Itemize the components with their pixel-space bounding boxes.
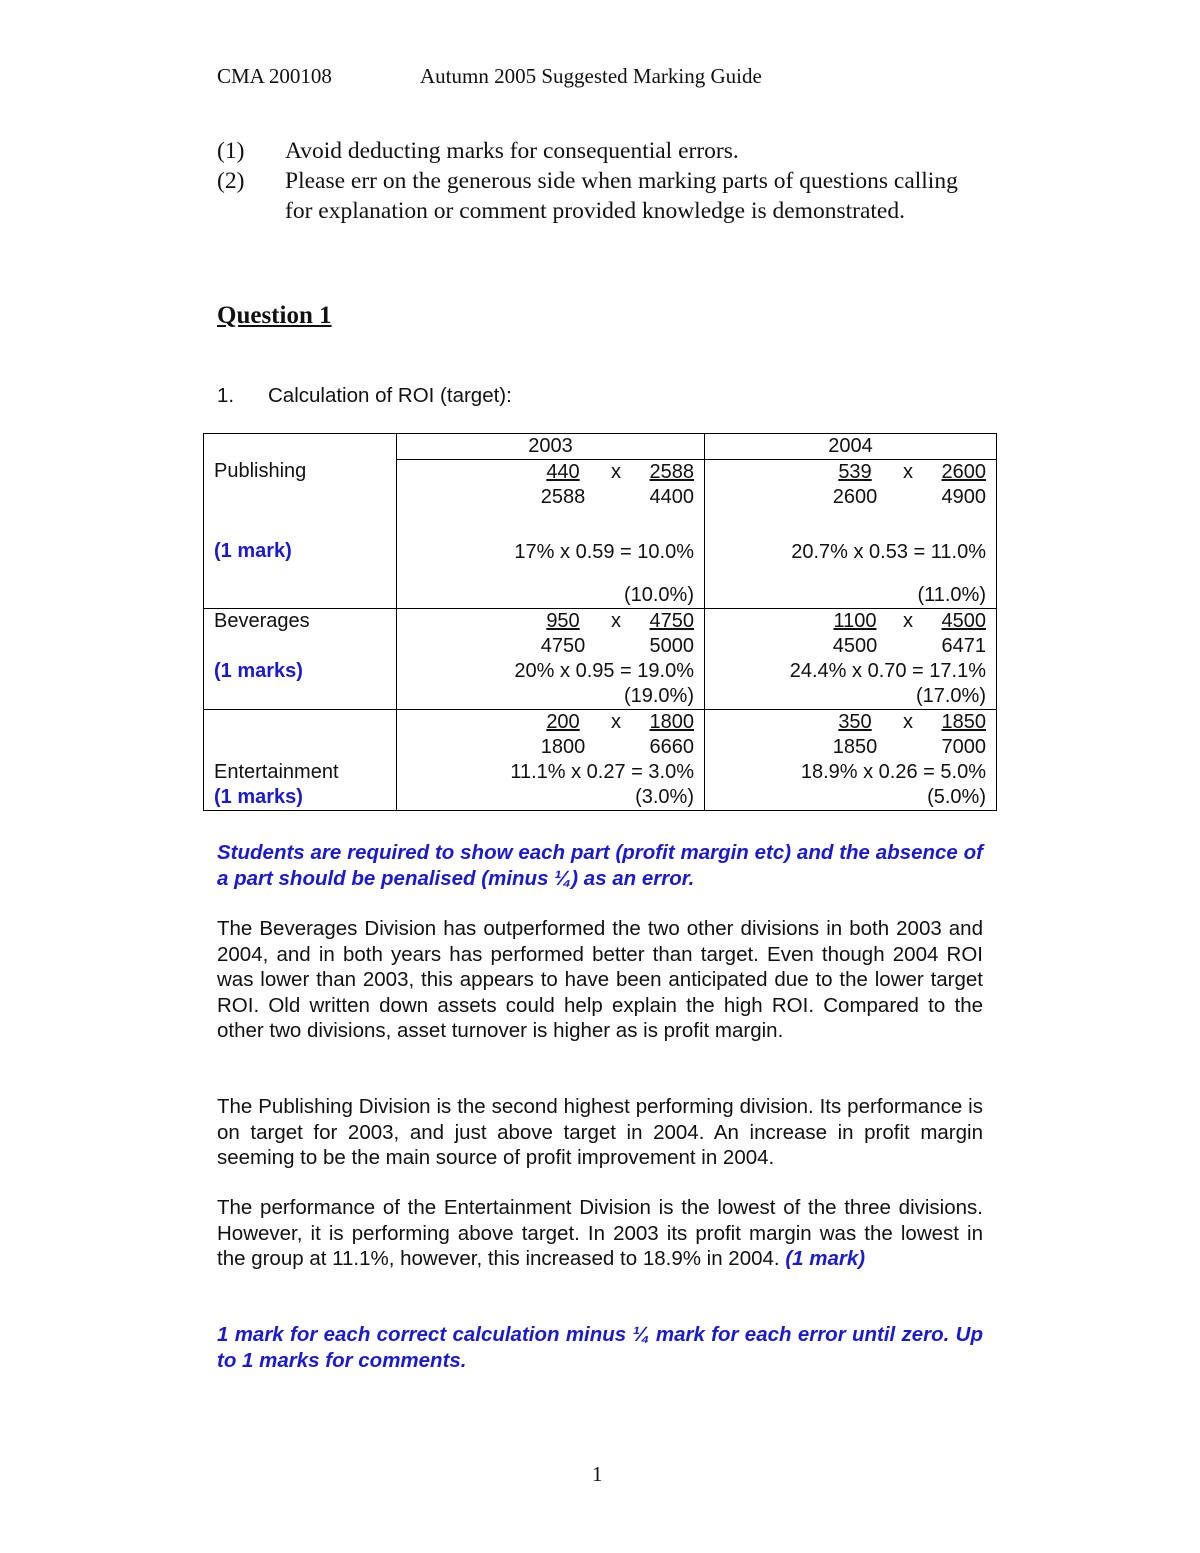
fraction-numerator: 539 x 2600 [838, 461, 986, 483]
marking-notes [217, 136, 977, 226]
fraction-numerator: 350 x 1850 [838, 711, 986, 733]
division-label: Beverages [214, 610, 310, 632]
year-2003-cell [397, 609, 705, 710]
table-row-beverages [204, 609, 997, 710]
fraction-denominator: 1800 6660 [540, 736, 694, 758]
fraction-numerator: 1100 x 4500 [833, 610, 986, 632]
fraction-numerator: 440 x 2588 [546, 461, 694, 483]
roi-result: 18.9% x 0.26 = 5.0% [800, 761, 986, 783]
roi-target: (17.0%) [915, 685, 986, 707]
note-item [217, 136, 977, 166]
fraction-denominator: 4500 6471 [832, 635, 986, 657]
paragraph-beverages: The Beverages Division has outperformed the two other divisions in both 2003 and 2004, and in both years has performed better than target. Even though 2004 ROI was lower than 2003, this appears to have been anticipated due to the lower target ROI. Old written down assets could help explain the high ROI. Compared to the other two divisions, asset turnover is higher as is profit margin. [217, 917, 983, 1042]
year-2004-cell [705, 609, 997, 710]
marks-label: (1 mark) [214, 540, 292, 562]
item-number: 1. [217, 384, 235, 407]
marks-label: (1 mark) [785, 1247, 866, 1270]
roi-target: (3.0%) [635, 786, 694, 808]
division-cell [204, 434, 397, 609]
roi-result: 20.7% x 0.53 = 11.0% [791, 541, 986, 563]
division-cell [204, 710, 397, 811]
note-number: (2) [217, 168, 245, 194]
roi-result: 24.4% x 0.70 = 17.1% [789, 660, 986, 682]
roi-result: 17% x 0.59 = 10.0% [514, 541, 694, 563]
marks-label: (1 marks) [214, 660, 303, 682]
table-row-entertainment [204, 710, 997, 811]
year-header: 2003 [397, 434, 704, 460]
note-number: (1) [217, 138, 245, 164]
guide-title: Autumn 2005 Suggested Marking Guide [420, 64, 762, 88]
marks-label: (1 marks) [214, 786, 303, 808]
year-header: 2004 [705, 434, 996, 460]
item-1 [217, 384, 512, 408]
page-header [217, 64, 762, 89]
paragraph-text: The performance of the Entertainment Division is the lowest of the three divisions. However, it is performing above target. In 2003 its profit margin was the lowest in the group at 11.1%, however, this increased to 18.9% in 2004. [217, 1196, 983, 1270]
roi-target: (11.0%) [917, 584, 986, 606]
question-title: Question 1 [217, 302, 332, 329]
fraction-numerator: 200 x 1800 [546, 711, 694, 733]
roi-target: (5.0%) [927, 786, 986, 808]
fraction-numerator: 950 x 4750 [546, 610, 694, 632]
fraction-denominator: 2600 4900 [832, 486, 986, 508]
item-text: Calculation of ROI (target): [268, 384, 512, 407]
note-text: Avoid deducting marks for consequential errors. [285, 138, 739, 164]
division-label: Publishing [214, 460, 307, 482]
note-text: Please err on the generous side when marking parts of questions calling for explanation or comment provided knowledge is demonstrated. [285, 168, 958, 224]
roi-result: 20% x 0.95 = 19.0% [514, 660, 694, 682]
fraction-denominator: 4750 5000 [540, 635, 694, 657]
year-2003-cell [397, 710, 705, 811]
year-2003-cell [397, 434, 705, 609]
roi-target: (19.0%) [623, 685, 694, 707]
closing-note: 1 mark for each correct calculation minus ¼ mark for each error until zero. Up to 1 marks for comments. [217, 1323, 983, 1372]
course-code: CMA 200108 [217, 64, 332, 88]
note-item [217, 166, 977, 226]
roi-result: 11.1% x 0.27 = 3.0% [510, 761, 694, 783]
year-2004-cell [705, 710, 997, 811]
table-row-publishing [204, 434, 997, 609]
year-2004-cell [705, 434, 997, 609]
division-cell [204, 609, 397, 710]
paragraph-publishing: The Publishing Division is the second highest performing division. Its performance is on target for 2003, and just above target in 2004. An increase in profit margin seeming to be the main source of profit improvement in 2004. [217, 1095, 983, 1169]
fraction-denominator: 1850 7000 [832, 736, 986, 758]
paragraph-entertainment [217, 1195, 983, 1272]
fraction-denominator: 2588 4400 [540, 486, 694, 508]
roi-target: (10.0%) [623, 584, 694, 606]
roi-table [203, 433, 997, 811]
emphasis-note: Students are required to show each part (profit margin etc) and the absence of a part should be penalised (minus ¼) as an error. [217, 841, 983, 890]
page-number: 1 [592, 1462, 603, 1486]
division-label: Entertainment [214, 761, 339, 783]
